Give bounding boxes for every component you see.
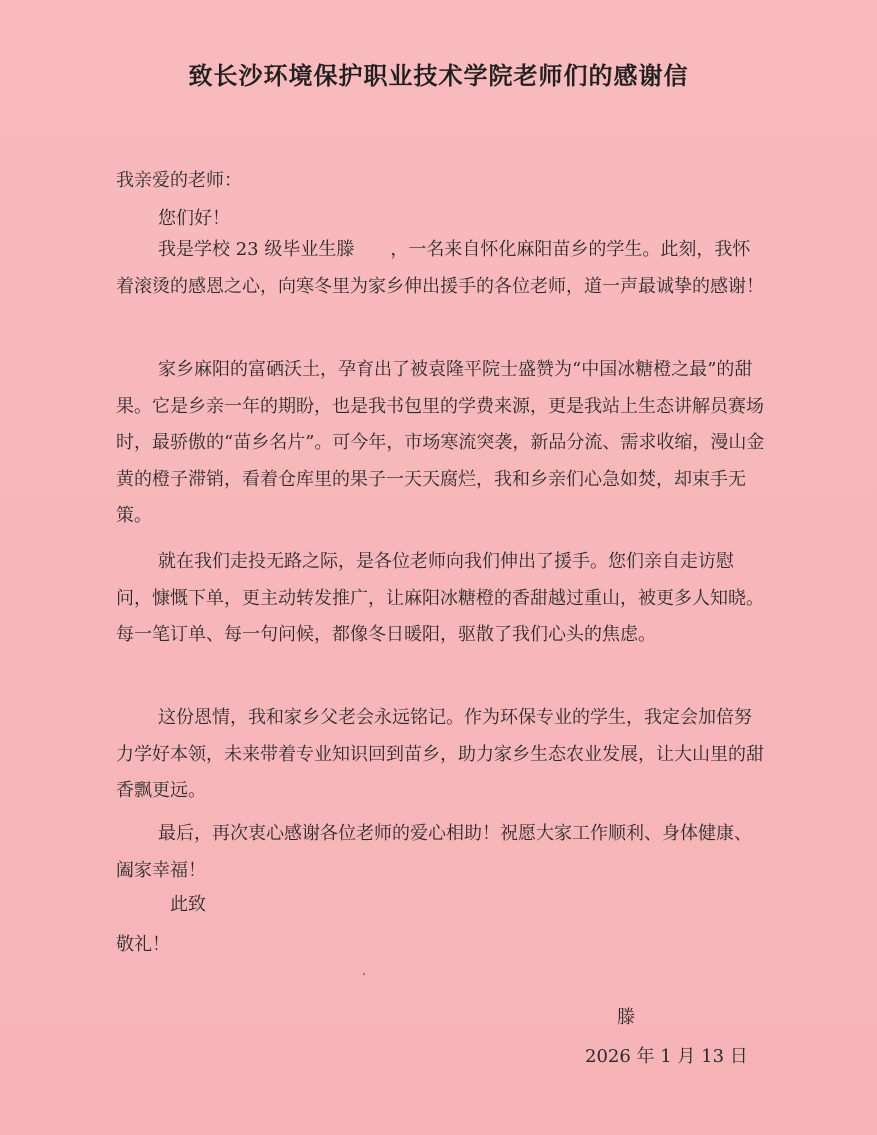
closing-line-1: 此致: [170, 894, 206, 915]
paragraph-5: 最后，再次衷心感谢各位老师的爱心相助！祝愿大家工作顺利、身体健康、阖家幸福！: [116, 823, 752, 881]
paragraph-3: 就在我们走投无路之际，是各位老师向我们伸出了援手。您们亲自走访慰问，慷慨下单，更主动转发推广，让麻阳冰糖橙的香甜越过重山，被更多人知晓。每一笔订单、每一句问候，都像冬日暖阳，驱散了我们心头的焦虑。: [116, 551, 764, 645]
paragraph-2: 家乡麻阳的富硒沃土，孕育出了被袁隆平院士盛赞为“中国冰糖橙之最”的甜果。它是乡亲一年的期盼，也是我书包里的学费来源，更是我站上生态讲解员赛场时，最骄傲的“苗乡名片”。可今年，市场寒流突袭，新品分流、需求收缩，漫山金黄的橙子滞销，看着仓库里的果子一天天腐烂，我和乡亲们心急如焚，却束手无策。: [116, 359, 765, 526]
letter-title: 致长沙环境保护职业技术学院老师们的感谢信: [188, 61, 689, 90]
signature-name: 滕: [617, 1007, 635, 1028]
paragraph-1: 我是学校 23 级毕业生滕 ，一名来自怀化麻阳苗乡的学生。此刻，我怀着滚烫的感恩之心，向寒冬里为家乡伸出援手的各位老师，道一声最诚挚的感谢！: [116, 239, 764, 297]
paragraph-4: 这份恩情，我和家乡父老会永远铭记。作为环保专业的学生，我定会加倍努力学好本领，未来带着专业知识回到苗乡，助力家乡生态农业发展，让大山里的甜香飘更远。: [116, 707, 764, 801]
signature-date: 2026 年 1 月 13 日: [585, 1046, 748, 1067]
letter-salutation: 您们好！: [158, 208, 230, 229]
paper-speck: [363, 973, 365, 975]
letter-greeting: 我亲爱的老师：: [116, 170, 242, 191]
closing-line-2: 敬礼！: [116, 934, 170, 955]
